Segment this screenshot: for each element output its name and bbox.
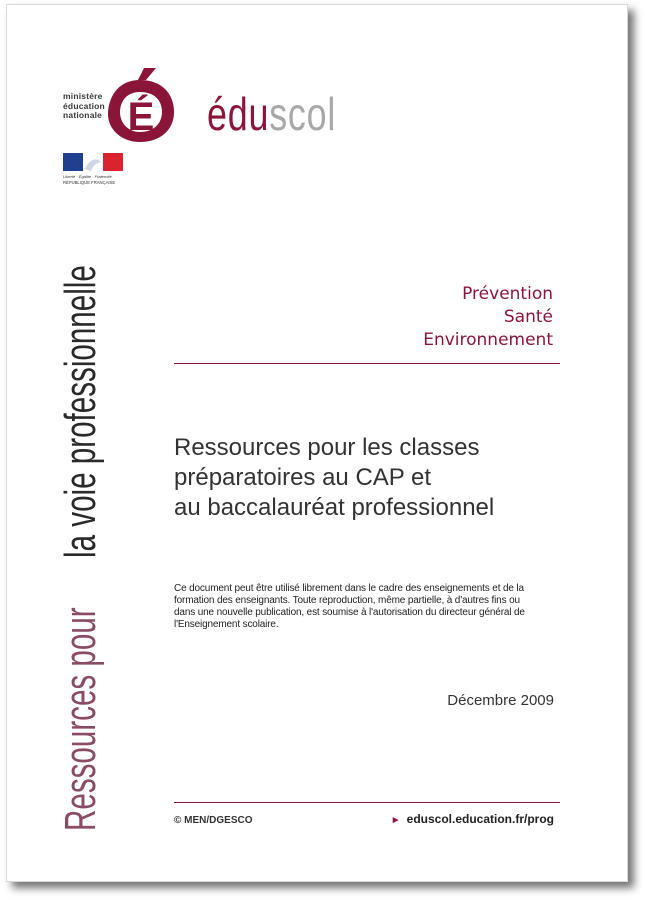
- title-line-2: préparatoires au CAP et: [174, 464, 432, 491]
- document-title: [174, 433, 574, 523]
- ministry-e-logo: [104, 68, 176, 144]
- divider-bottom: [174, 802, 560, 803]
- discipline-line-1: Prévention: [462, 284, 553, 304]
- discipline-block: [423, 283, 553, 352]
- ministry-line-2: éducation: [63, 100, 105, 111]
- divider-top: [174, 363, 560, 364]
- notice-line-3: dans une nouvelle publication, est soumise à l'autorisation du directeur général de: [174, 607, 525, 618]
- vertical-title-part2: la voie professionnelle: [56, 265, 105, 559]
- notice-line-2: formation des enseignants. Toute reproduction, même partielle, à d'autres fins ou: [174, 595, 520, 606]
- notice-line-1: Ce document peut être utilisé librement dans le cadre des enseignements et de la: [174, 583, 524, 594]
- eduscol-wordmark: [207, 88, 337, 140]
- site-url[interactable]: eduscol.education.fr/prog: [406, 812, 554, 826]
- republic-caption: Liberté · Égalité · Fraternité: [63, 174, 112, 179]
- title-line-1: Ressources pour les classes: [174, 434, 480, 461]
- copyright: © MEN/DGESCO: [174, 815, 253, 826]
- site-link[interactable]: [391, 812, 554, 826]
- usage-notice: [174, 583, 566, 631]
- arrow-right-icon: ►: [390, 815, 401, 826]
- discipline-line-3: Environnement: [423, 330, 553, 350]
- republic-name: RÉPUBLIQUE FRANÇAISE: [63, 180, 116, 185]
- discipline-line-2: Santé: [503, 307, 553, 327]
- ministry-line-1: ministère: [63, 91, 103, 101]
- notice-line-4: l'Enseignement scolaire.: [174, 619, 279, 630]
- vertical-collection-title: [56, 63, 105, 831]
- document-cover: [6, 4, 628, 882]
- e-letter: É: [127, 95, 155, 139]
- publication-date: Décembre 2009: [447, 692, 554, 709]
- vertical-title-part1: Ressources pour: [56, 607, 105, 831]
- ministry-line-3: nationale: [63, 110, 103, 120]
- brand-light: scol: [269, 88, 337, 140]
- title-line-3: au baccalauréat professionnel: [174, 494, 495, 521]
- brand-dark: édu: [207, 88, 270, 140]
